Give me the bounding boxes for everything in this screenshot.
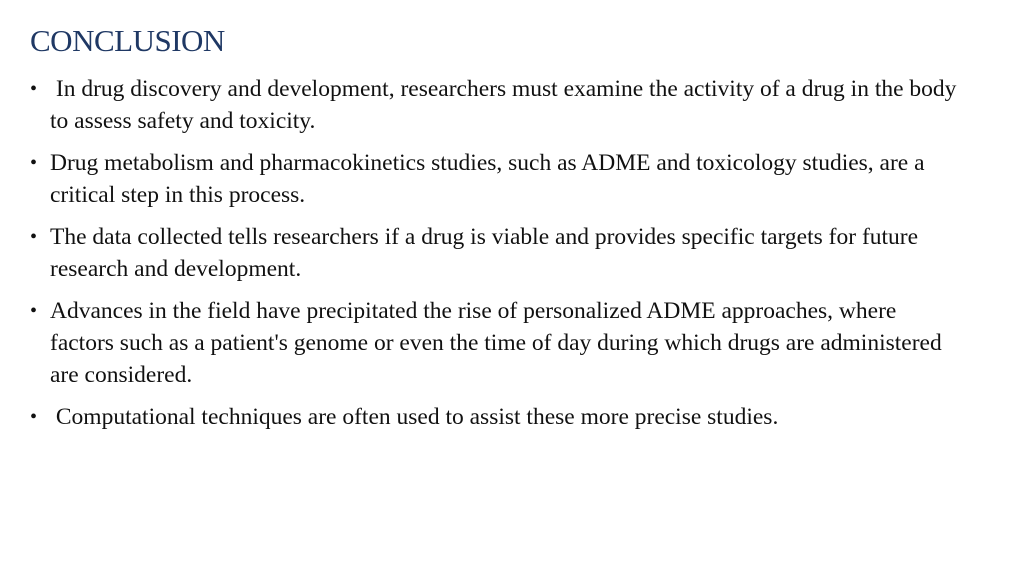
- bullet-item: [30, 401, 964, 433]
- bullet-text: Drug metabolism and pharmacokinetics studies, such as ADME and toxicology studies, are a critical step in this process.: [50, 150, 925, 208]
- bullet-text: In drug discovery and development, researchers must examine the activity of a drug in the body to assess safety and toxicity.: [50, 76, 963, 134]
- bullet-marker: •: [30, 152, 38, 174]
- bullet-marker: •: [30, 406, 38, 428]
- bullet-text: The data collected tells researchers if a drug is viable and provides specific targets for future research and development.: [50, 224, 919, 282]
- bullet-marker: •: [30, 226, 38, 248]
- bullet-marker: •: [30, 300, 38, 322]
- bullet-item: [30, 73, 964, 137]
- bullet-item: [30, 147, 964, 211]
- bullet-item: [30, 295, 964, 391]
- slide-title: CONCLUSION: [30, 23, 225, 58]
- bullet-text: Advances in the field have precipitated the rise of personalized ADME approaches, where factors such as a patient's genome or even the time of day during which drugs are administered are considered.: [50, 298, 942, 388]
- bullet-text: Computational techniques are often used to assist these more precise studies.: [50, 404, 779, 430]
- bullet-item: [30, 221, 964, 285]
- bullet-marker: •: [30, 78, 38, 100]
- bullet-list: [30, 73, 964, 433]
